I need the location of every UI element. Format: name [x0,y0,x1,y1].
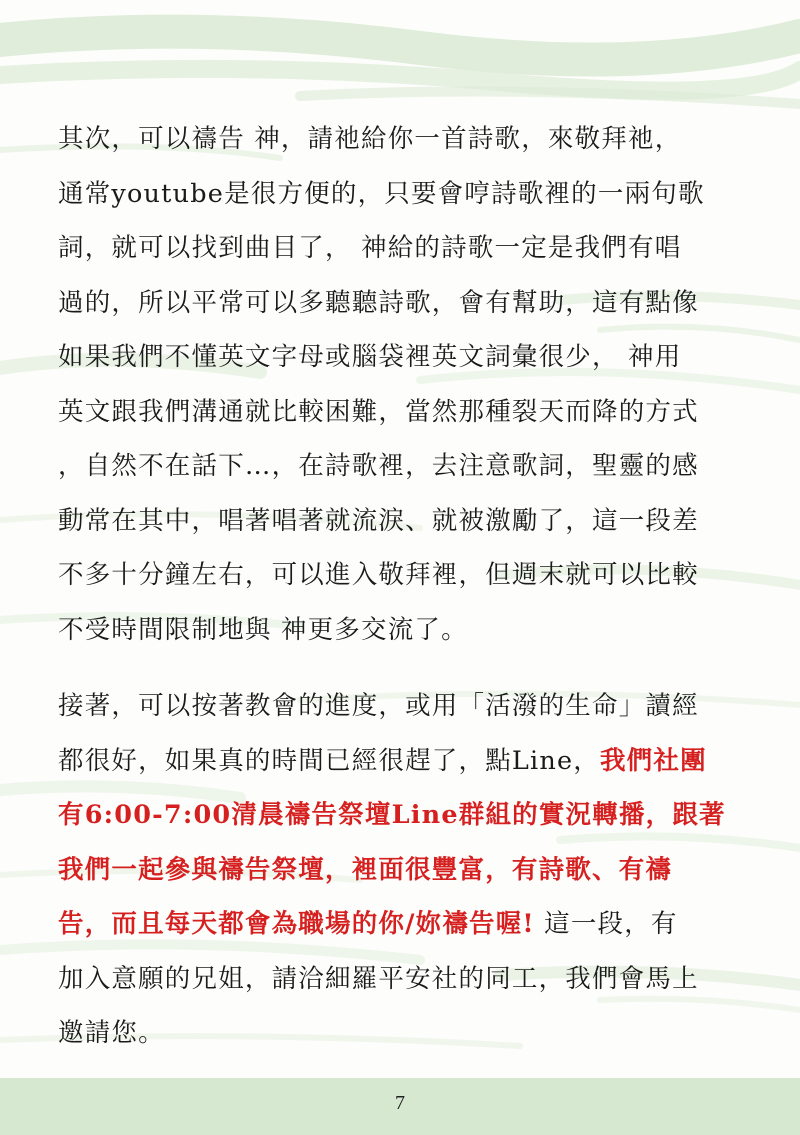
paragraph-two [58,679,758,1061]
page-number: 7 [395,1092,405,1114]
highlight-line: 有6:00-7:00清晨禱告祭壇Line群組的實況轉播，跟著 [58,800,726,830]
highlight-text: 我們社團 [600,745,707,776]
text-line: 其次，可以禱告 神，請祂給你一首詩歌，來敬拜祂， [58,124,682,154]
text-line: 接著，可以按著教會的進度，或用「活潑的生命」讀經 [58,691,699,721]
text-line: 通常youtube是很方便的，只要會哼詩歌裡的一兩句歌 [58,178,705,209]
paragraph-gap [58,657,758,679]
text-line: 不受時間限制地與 神更多交流了。 [58,614,468,645]
highlight-line: 我們一起參與禱告祭壇，裡面很豐富，有詩歌、有禱 [58,854,673,885]
text-segment: 這一段，有 [534,909,678,939]
paragraph-one [58,112,758,657]
text-line: 過的，所以平常可以多聽聽詩歌，會有幫助，這有點像 [58,287,699,318]
text-line [58,734,758,789]
highlight-text: 告，而且每天都會為職場的你/妳禱告喔! [58,909,535,939]
text-segment: 都很好，如果真的時間已經很趕了，點Line， [58,745,601,776]
text-line: 詞，就可以找到曲目了， 神給的詩歌一定是我們有唱 [58,233,682,263]
text-line: 英文跟我們溝通就比較困難，當然那種裂天而降的方式 [58,396,699,427]
article-body [58,112,758,1061]
text-line: 邀請您。 [58,1018,165,1048]
text-line: 加入意願的兄姐，請洽細羅平安社的同工，我們會馬上 [58,963,699,994]
text-line: ，自然不在話下…，在詩歌裡，去注意歌詞，聖靈的感 [58,451,699,481]
text-line: 不多十分鐘左右，可以進入敬拜裡，但週末就可以比較 [58,560,699,590]
text-line [58,897,758,952]
text-line: 如果我們不懂英文字母或腦袋裡英文詞彙很少， 神用 [58,342,682,372]
text-line: 動常在其中，唱著唱著就流淚、就被激勵了，這一段差 [58,505,699,536]
